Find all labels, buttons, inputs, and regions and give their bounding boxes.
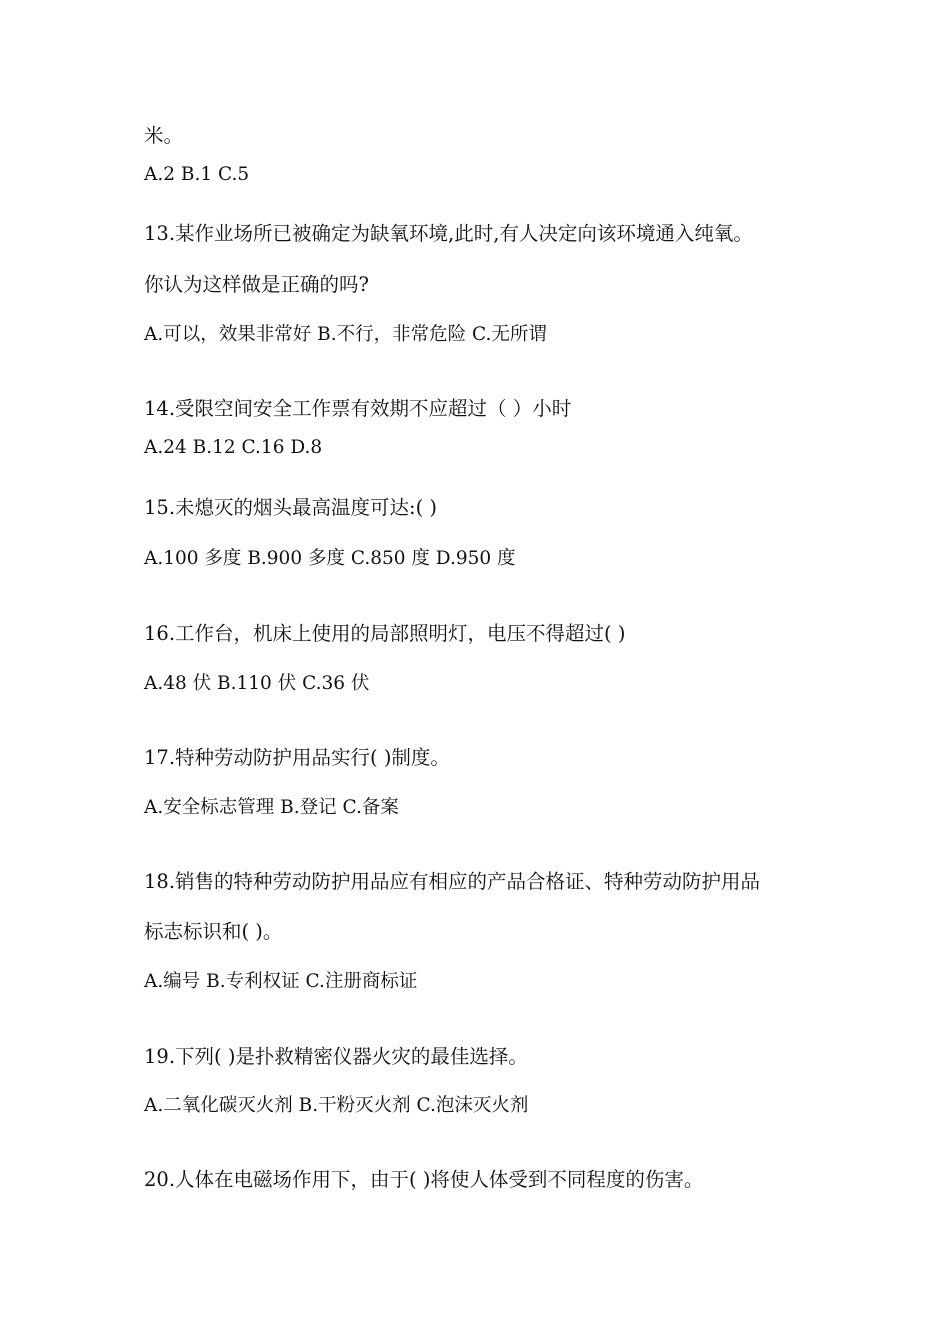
question-16-text: 16.工作台，机床上使用的局部照明灯，电压不得超过( ) <box>144 622 626 645</box>
question-12-options: A.2 B.1 C.5 <box>144 164 250 185</box>
question-19-text: 19.下列( )是扑救精密仪器火灾的最佳选择。 <box>144 1045 528 1068</box>
question-12-tail: 米。 <box>144 124 184 147</box>
question-13-text-cont: 你认为这样做是正确的吗? <box>144 273 369 296</box>
question-17-options: A.安全标志管理 B.登记 C.备案 <box>144 797 399 818</box>
question-17-text: 17.特种劳动防护用品实行( )制度。 <box>144 746 450 769</box>
question-18-options: A.编号 B.专利权证 C.注册商标证 <box>144 971 418 992</box>
question-15-text: 15.未熄灭的烟头最高温度可达:( ) <box>144 496 437 519</box>
question-15-options: A.100 多度 B.900 多度 C.850 度 D.950 度 <box>144 548 516 569</box>
question-18-text: 18.销售的特种劳动防护用品应有相应的产品合格证、特种劳动防护用品 <box>144 870 761 893</box>
question-14-options: A.24 B.12 C.16 D.8 <box>144 437 323 458</box>
question-18-text-cont: 标志标识和( )。 <box>144 920 283 943</box>
question-19-options: A.二氧化碳灭火剂 B.干粉灭火剂 C.泡沫灭火剂 <box>144 1095 529 1116</box>
question-13-text: 13.某作业场所已被确定为缺氧环境,此时,有人决定向该环境通入纯氧。 <box>144 222 753 245</box>
question-14-text: 14.受限空间安全工作票有效期不应超过（ ）小时 <box>144 397 572 420</box>
question-16-options: A.48 伏 B.110 伏 C.36 伏 <box>144 673 370 694</box>
question-13-options: A.可以，效果非常好 B.不行，非常危险 C.无所谓 <box>144 324 547 345</box>
question-20-text: 20.人体在电磁场作用下，由于( )将使人体受到不同程度的伤害。 <box>144 1168 704 1191</box>
